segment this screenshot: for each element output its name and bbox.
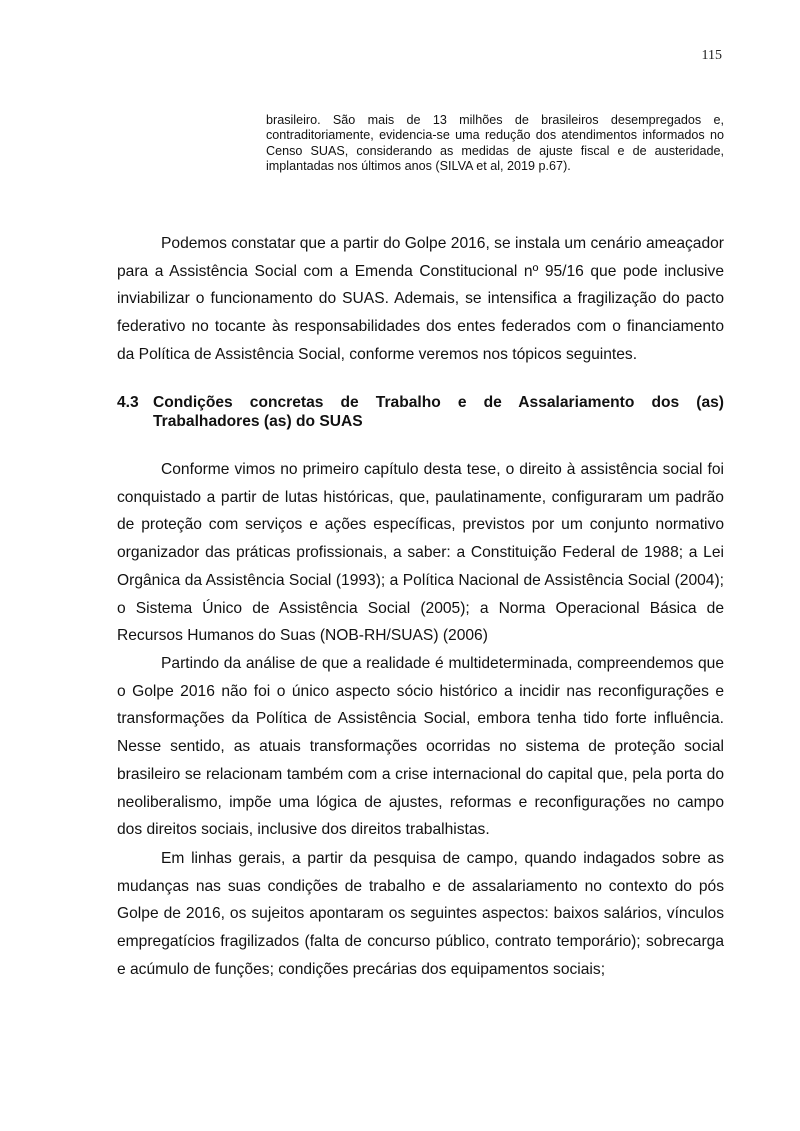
section-number: 4.3 — [117, 394, 139, 411]
paragraph-2: Conforme vimos no primeiro capítulo desta tese, o direito à assistência social foi conquistado a partir de lutas históricas, que, paulatinamente, configuraram um padrão de proteção com serviços e ações específicas, previstos por um conjunto normativo organizador das práticas profissionais, a saber: a Constituição Federal de 1988; a Lei Orgânica da Assistência Social (1993); a Política Nacional de Assistência Social (2004); o Sistema Único de Assistência Social (2005); a Norma Operacional Básica de Recursos Humanos do Suas (NOB-RH/SUAS) (2006) — [117, 461, 724, 645]
block-quote: brasileiro. São mais de 13 milhões de brasileiros desempregados e, contraditoriamente, evidencia-se uma redução dos atendimentos informados no Censo SUAS, considerando as medidas de ajuste fiscal e de austeridade, implantadas nos últimos anos (SILVA et al, 2019 p.67). — [266, 113, 724, 174]
section-heading — [117, 393, 724, 431]
page-number: 115 — [701, 48, 722, 63]
section-title: Condições concretas de Trabalho e de Assalariamento dos (as) Trabalhadores (as) do SUAS — [153, 394, 724, 430]
paragraph-4: Em linhas gerais, a partir da pesquisa de campo, quando indagados sobre as mudanças nas suas condições de trabalho e de assalariamento no contexto do pós Golpe de 2016, os sujeitos apontaram os seguintes aspectos: baixos salários, vínculos empregatícios fragilizados (falta de concurso público, contrato temporário); sobrecarga e acúmulo de funções; condições precárias dos equipamentos sociais; — [117, 850, 724, 978]
paragraph-3: Partindo da análise de que a realidade é multideterminada, compreendemos que o Golpe 2016 não foi o único aspecto sócio histórico a incidir nas reconfigurações e transformações da Política de Assistência Social, embora tenha tido forte influência. Nesse sentido, as atuais transformações ocorridas no sistema de proteção social brasileiro se relacionam também com a crise internacional do capital que, pela porta do neoliberalismo, impõe uma lógica de ajustes, reformas e reconfigurações no campo dos direitos sociais, inclusive dos direitos trabalhistas. — [117, 655, 724, 839]
paragraph-1: Podemos constatar que a partir do Golpe 2016, se instala um cenário ameaçador para a Assistência Social com a Emenda Constitucional nº 95/16 que pode inclusive inviabilizar o funcionamento do SUAS. Ademais, se intensifica a fragilização do pacto federativo no tocante às responsabilidades dos entes federados com o financiamento da Política de Assistência Social, conforme veremos nos tópicos seguintes. — [117, 235, 724, 363]
